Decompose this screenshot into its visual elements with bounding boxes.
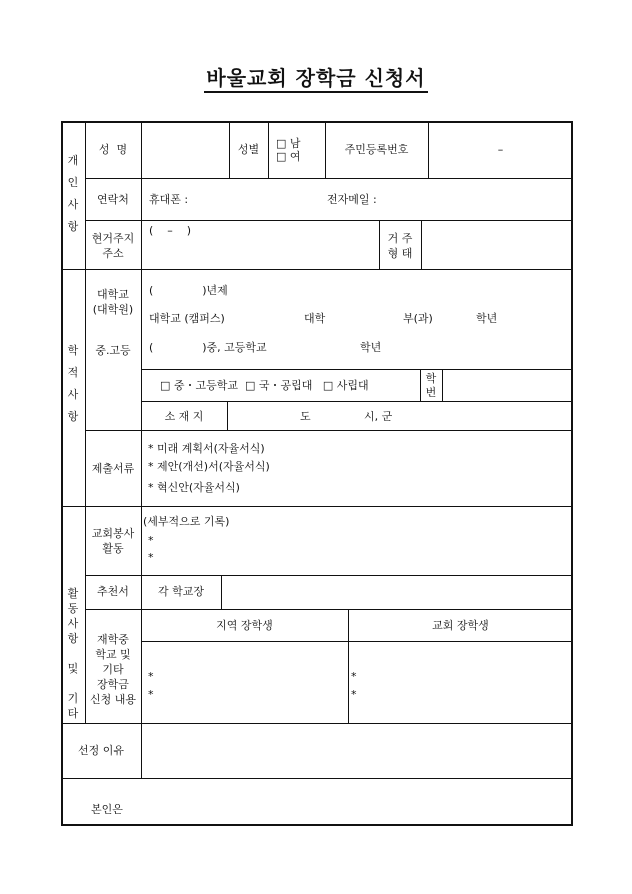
row-divider: [141, 641, 573, 642]
col-divider: [227, 401, 228, 430]
document-item: * 혁신안(자율서식): [148, 481, 240, 494]
form-title: 바울교회 장학금 신청서: [0, 62, 632, 91]
self-statement: 본인은: [91, 803, 123, 816]
student-number-field[interactable]: [443, 370, 572, 400]
recommender-value: 각 학교장: [157, 585, 204, 598]
rrn-field[interactable]: –: [497, 143, 504, 156]
section-label-personal: 개 인 사 항: [67, 154, 79, 233]
service-note: (세부적으로 기록): [143, 515, 230, 528]
regional-scholarship-item[interactable]: *: [148, 688, 154, 701]
row-divider: [85, 430, 573, 431]
section-label-activity: 활 동 사 항 및 기 타: [67, 587, 79, 720]
church-scholarship-item[interactable]: *: [351, 688, 357, 701]
residence-type-field[interactable]: [422, 221, 572, 268]
service-item[interactable]: *: [148, 534, 154, 547]
documents-label: 제출서류: [91, 462, 135, 475]
university-year-field[interactable]: 학년: [476, 312, 498, 325]
university-name-field[interactable]: 대학교 (캠퍼스): [149, 312, 225, 325]
recommender-field[interactable]: [222, 576, 572, 608]
high-school-label: 중.고등: [95, 344, 131, 357]
row-divider: [85, 178, 573, 179]
name-label: 성 명: [98, 143, 128, 156]
location-label: 소 재 지: [164, 410, 204, 423]
contact-label: 연락처: [97, 193, 129, 206]
selection-reason-label: 선정 이유: [77, 744, 124, 757]
school-type-checkboxes[interactable]: □ 중・고등학교 □ 국・공립대 □ 사립대: [160, 379, 369, 392]
high-school-field[interactable]: ( )중, 고등학교: [149, 341, 267, 354]
location-province-field[interactable]: 도: [300, 410, 311, 423]
university-label: 대학교 (대학원): [92, 288, 134, 316]
church-scholarship-item[interactable]: *: [351, 670, 357, 683]
col-divider: [141, 430, 142, 506]
rrn-label: 주민등록번호: [344, 143, 409, 156]
college-field[interactable]: 대학: [304, 312, 326, 325]
document-item: * 제안(개선)서(자율서식): [148, 460, 270, 473]
gender-label: 성별: [237, 143, 260, 156]
regional-scholarship-item[interactable]: *: [148, 670, 154, 683]
location-city-field[interactable]: 시, 군: [364, 410, 393, 423]
student-number-label: 학 번: [425, 372, 437, 399]
gender-male-checkbox[interactable]: □ 남: [276, 137, 301, 150]
residence-type-label: 거 주 형 태: [387, 232, 413, 260]
self-statement-field[interactable]: [140, 780, 572, 824]
regional-scholarship-header: 지역 장학생: [216, 619, 273, 632]
row-divider: [85, 609, 573, 610]
row-divider: [61, 778, 573, 779]
address-label: 현거주지 주소: [91, 232, 135, 260]
name-field[interactable]: [142, 122, 228, 177]
section-label-academic: 학 적 사 항: [67, 344, 79, 423]
row-divider: [141, 401, 573, 402]
phone-field[interactable]: 휴대폰 :: [149, 193, 189, 206]
department-field[interactable]: 부(과): [403, 312, 433, 325]
row-divider: [61, 269, 573, 270]
document-item: * 미래 계획서(자율서식): [148, 442, 265, 455]
service-activity-label: 교회봉사 활동: [91, 527, 135, 555]
church-scholarship-header: 교회 장학생: [432, 619, 489, 632]
email-field[interactable]: 전자메일 :: [327, 193, 377, 206]
high-school-year-field[interactable]: 학년: [360, 341, 382, 354]
selection-reason-field[interactable]: [142, 724, 572, 777]
gender-female-checkbox[interactable]: □ 여: [276, 150, 301, 163]
address-field[interactable]: ( – ): [149, 224, 192, 237]
program-years-field[interactable]: ( )년제: [149, 284, 228, 297]
service-item[interactable]: *: [148, 551, 154, 564]
recommender-label: 추천서: [97, 585, 129, 598]
col-divider: [268, 121, 269, 178]
row-divider: [61, 506, 573, 507]
other-scholarship-label: 재학중 학교 및 기타 장학금 신청 내용: [89, 633, 136, 706]
